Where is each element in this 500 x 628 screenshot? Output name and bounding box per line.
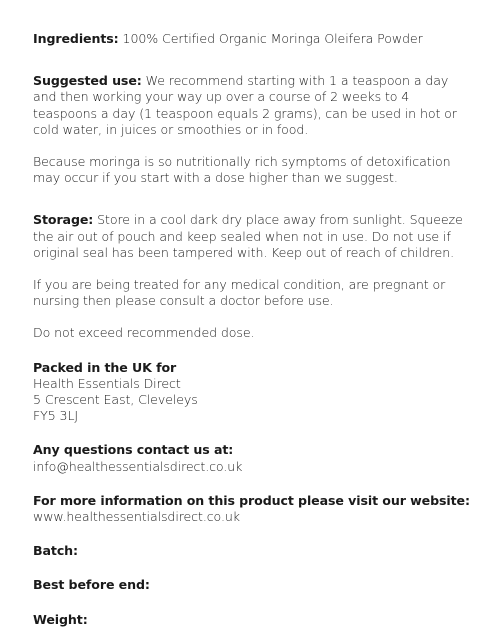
product-label-text — [33, 31, 473, 628]
packer-street: 5 Crescent East, Cleveleys — [33, 392, 198, 408]
detox-note: Because moringa is so nutritionally rich symptoms of detoxification may occur if you start with a dose higher than we suggest. — [33, 154, 451, 186]
website-heading: For more information on this product please visit our website: — [33, 492, 470, 508]
packer-heading: Packed in the UK for — [33, 359, 177, 375]
storage-section — [33, 212, 473, 261]
suggested-use-heading: Suggested use: — [33, 73, 142, 89]
packer-section — [33, 360, 473, 425]
weight-heading: Weight: — [33, 611, 88, 627]
ingredients-text: 100% Certified Organic Moringa Oleifera Powder — [122, 31, 423, 46]
medical-note: If you are being treated for any medical condition, are pregnant or nursing then please consult a doctor before use. — [33, 277, 446, 309]
dose-warning: Do not exceed recommended dose. — [33, 325, 255, 341]
website-section — [33, 493, 473, 525]
packer-name: Health Essentials Direct — [33, 375, 181, 391]
storage-text: Store in a cool dark dry place away from sunlight. Squeeze the air out of pouch and keep sealed when not in use. Do not use if original seal has been tampered with. Keep out of reach of children. — [33, 212, 463, 260]
contact-section — [33, 442, 473, 474]
contact-email: info@healthessentialsdirect.co.uk — [33, 458, 243, 474]
best-before-label — [33, 577, 473, 593]
batch-label — [33, 543, 473, 559]
contact-heading: Any questions contact us at: — [33, 442, 234, 458]
packer-postcode: FY5 3LJ — [33, 408, 78, 424]
ingredients-section — [33, 31, 473, 47]
suggested-use-text: We recommend starting with 1 a teaspoon a day and then working your way up over a course of 2 weeks to 4 teaspoons a day (1 teaspoon equals 2 grams), can be used in hot or cold water, in juices or smoothies or in food. — [33, 73, 457, 137]
batch-heading: Batch: — [33, 543, 78, 559]
ingredients-heading: Ingredients: — [33, 31, 119, 46]
suggested-use-section — [33, 73, 473, 138]
storage-heading: Storage: — [33, 212, 94, 228]
weight-label — [33, 612, 473, 628]
best-before-heading: Best before end: — [33, 577, 150, 593]
website-url: www.healthessentialsdirect.co.uk — [33, 509, 240, 525]
